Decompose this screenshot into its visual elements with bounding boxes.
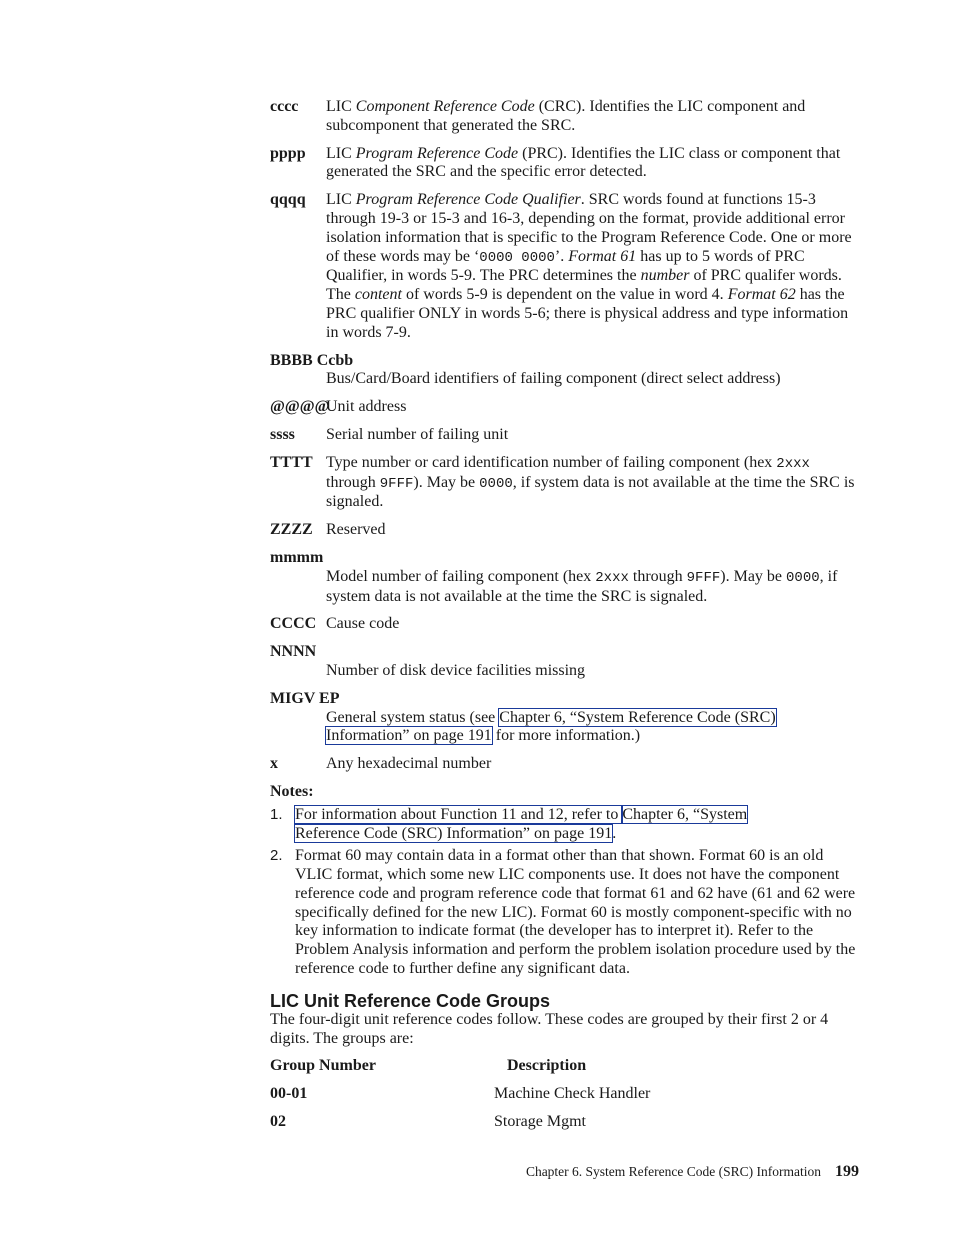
definition-unit-address (270, 398, 860, 417)
note-number: 1. (270, 805, 283, 823)
definition: General system status (see Chapter 6, “System Reference Code (SRC) Information” on page 191 for more information.) (326, 708, 776, 745)
table-row (270, 1113, 860, 1132)
column-header-group-number: Group Number (270, 1057, 376, 1075)
definition-qqqq (270, 191, 860, 342)
chapter-6-link-continued[interactable]: Information” on page 191 (326, 727, 492, 745)
definition-cccc (270, 98, 860, 136)
term: TTTT (270, 453, 313, 471)
definition: LIC Program Reference Code Qualifier. SRC words found at functions 15-3 through 19-3 or 15-3 and 16-3, depending on the format, provide additional error isolation information that is specific to the Program Reference Code. One or more of these words may be ‘0000 0000’. Format 61 has up to 5 words of PRC Qualifier, in words 5-9. The PRC determines the number of PRC qualifer words. The content of words 5-9 is dependent on the value in word 4. Format 62 has the PRC qualifier ONLY in words 5-6; there is physical address and type information in words 7-9. (326, 191, 852, 341)
page-number: 199 (835, 1163, 859, 1180)
definition: Any hexadecimal number (326, 755, 492, 773)
definition-nnnn (270, 643, 860, 681)
group-table-header (270, 1057, 860, 1076)
term: BBBB Ccbb (270, 351, 354, 369)
chapter-6-note-link[interactable]: Chapter 6, “System (622, 805, 748, 823)
note-text: For information about Function 11 and 12, refer to Chapter 6, “System Reference Code (SRC) Information” on page 191. (295, 805, 748, 842)
definition: LIC Component Reference Code (CRC). Identifies the LIC component and subcomponent that generated the SRC. (326, 98, 806, 134)
definition-migv-ep (270, 690, 860, 746)
definition: Reserved (326, 521, 386, 539)
note-item (270, 806, 860, 844)
term: ssss (270, 425, 295, 443)
definition-x (270, 755, 860, 774)
definition-bbbb-ccbb (270, 352, 860, 390)
definition: Cause code (326, 615, 400, 633)
definition: Model number of failing component (hex 2xxx through 9FFF). May be 0000, if system data is not available at the time the SRC is signaled. (326, 567, 838, 605)
group-table (270, 1057, 860, 1131)
definition: Serial number of failing unit (326, 425, 509, 443)
group-description: Machine Check Handler (494, 1085, 651, 1103)
term: NNNN (270, 643, 317, 661)
footer-chapter-title: Chapter 6. System Reference Code (SRC) Information (525, 1164, 821, 1179)
definition: Number of disk device facilities missing (326, 661, 586, 679)
term: CCCC (270, 615, 317, 633)
term: cccc (270, 98, 299, 115)
definition: Type number or card identification number of failing component (hex 2xxx through 9FFF). May be 0000, if system data is not available at the time the SRC is signaled. (326, 453, 855, 511)
group-description: Storage Mgmt (494, 1113, 586, 1131)
definition: LIC Program Reference Code (PRC). Identifies the LIC class or component that generated the SRC and the specific error detected. (326, 144, 841, 181)
term: pppp (270, 144, 306, 162)
term: @@@@ (270, 398, 330, 416)
definition-pppp (270, 145, 860, 183)
table-row (270, 1085, 860, 1104)
note-number: 2. (270, 847, 283, 865)
definition-zzzz (270, 521, 860, 540)
chapter-6-link[interactable]: Chapter 6, “System Reference Code (SRC) (499, 708, 776, 726)
term: x (270, 755, 278, 773)
definition: Unit address (326, 398, 407, 416)
function-11-12-link[interactable]: For information about Function 11 and 12, refer to (295, 805, 623, 823)
group-number: 02 (270, 1113, 286, 1131)
column-header-description: Description (507, 1057, 587, 1075)
term: qqqq (270, 191, 306, 209)
term: ZZZZ (270, 521, 313, 539)
page-footer (526, 1163, 859, 1181)
definition-tttt (270, 454, 860, 512)
section-heading: LIC Unit Reference Code Groups (270, 990, 551, 1011)
definition: Bus/Card/Board identifiers of failing component (direct select address) (326, 370, 781, 388)
group-number: 00-01 (270, 1085, 308, 1103)
section-intro: The four-digit unit reference codes follow. These codes are grouped by their first 2 or 4 digits. The groups are: (270, 1010, 829, 1047)
notes-title: Notes: (270, 782, 314, 800)
term: MIGV EP (270, 689, 340, 707)
term: mmmm (270, 548, 324, 566)
definition-cccc-cause (270, 615, 860, 634)
note-item (270, 847, 860, 979)
definition-ssss (270, 426, 860, 445)
note-text: Format 60 may contain data in a format other than that shown. Format 60 is an old VLIC format, which some new LIC components use. It does not have the component reference code and program reference code that format 61 and 62 have (61 and 62 were specifically defined for the new LIC). Format 60 is mostly component-specific with no key information to indicate format (the developer has to interpret it). Refer to the Problem Analysis information and perform the problem isolation procedure used by the reference code to further define any significant data. (295, 847, 856, 978)
chapter-6-note-link-continued[interactable]: Reference Code (SRC) Information” on page 191 (295, 824, 613, 842)
document-body (270, 98, 860, 1141)
definition-mmmm (270, 549, 860, 606)
